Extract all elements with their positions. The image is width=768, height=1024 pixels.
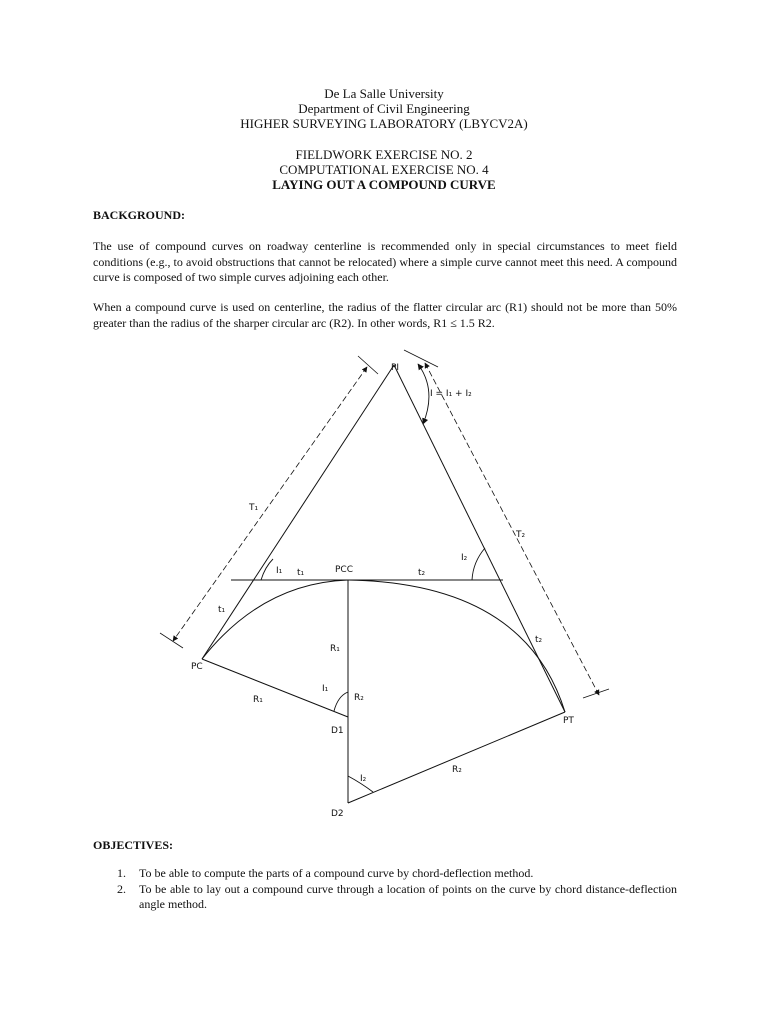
- t1-label: T₁: [249, 503, 259, 513]
- t1-top-label: t₁: [297, 568, 305, 578]
- t1-extension-top: [358, 356, 378, 374]
- list-item: [117, 866, 677, 882]
- back-tangent-line: [202, 365, 394, 659]
- i2-top-angle-arc: [472, 548, 485, 580]
- background-heading: BACKGROUND:: [93, 208, 185, 222]
- i1-top-label: I₁: [276, 566, 283, 576]
- computational-exercise-title: COMPUTATIONAL EXERCISE NO. 4: [279, 162, 489, 177]
- r2-lower-label: R₂: [354, 693, 364, 703]
- objectives-list: [117, 866, 677, 913]
- t2-right-label: t₂: [535, 635, 543, 645]
- list-item-text: To be able to lay out a compound curve through a location of points on the curve by chord distance-deflection angle method.: [139, 881, 677, 911]
- university-name: De La Salle University: [324, 86, 444, 101]
- list-item-number: 2.: [117, 881, 126, 896]
- t2-extension-top: [404, 350, 438, 367]
- t1-extension-bottom: [160, 633, 183, 648]
- pt-label: PT: [563, 716, 574, 726]
- pcc-label: PCC: [335, 565, 353, 575]
- department-name: Department of Civil Engineering: [298, 101, 470, 116]
- r1-vertical-label: R₁: [330, 644, 340, 654]
- t1-left-label: t₁: [218, 605, 226, 615]
- i1-lower-angle-arc: [334, 692, 348, 711]
- curve-arc-1: [202, 580, 348, 659]
- pi-label: PI: [391, 363, 400, 373]
- course-title: HIGHER SURVEYING LABORATORY (LBYCV2A): [240, 116, 528, 131]
- list-item-text: To be able to compute the parts of a compound curve by chord-deflection method.: [139, 866, 534, 880]
- background-paragraph-2: When a compound curve is used on centerline, the radius of the flatter circular arc (R1) should not be more than 50% greater than the radius of the sharper circular arc (R2). In other words, R1 ≤ 1.5 R2.: [93, 300, 677, 330]
- list-item: [117, 882, 677, 913]
- r2-right-label: R₂: [452, 765, 462, 775]
- objectives-heading: OBJECTIVES:: [93, 838, 174, 852]
- i2-top-label: I₂: [461, 553, 468, 563]
- total-angle-label: I = I₁ + I₂: [430, 389, 472, 399]
- t2-extension-bottom: [583, 689, 609, 698]
- t2-top-label: t₂: [418, 568, 426, 578]
- pc-label: PC: [191, 662, 203, 672]
- background-paragraph-1: The use of compound curves on roadway centerline is recommended only in special circumstances to meet field conditions (e.g., to avoid obstructions that cannot be relocated) where a simple curve cannot meet this need. A compound curve is composed of two simple curves adjoining each other.: [93, 239, 677, 284]
- d2-label: D2: [331, 809, 344, 819]
- list-item-number: 1.: [117, 866, 126, 880]
- i1-top-angle-arc: [261, 559, 273, 580]
- i-total-angle-arc: [418, 364, 429, 424]
- r2-radius-line: [348, 712, 565, 803]
- t2-label: T₂: [516, 530, 526, 540]
- i1-lower-label: I₁: [322, 684, 329, 694]
- fieldwork-exercise-title: FIELDWORK EXERCISE NO. 2: [295, 147, 473, 162]
- d1-label: D1: [331, 726, 344, 736]
- exercise-topic-title: LAYING OUT A COMPOUND CURVE: [272, 177, 496, 192]
- i2-lower-label: I₂: [360, 774, 367, 784]
- r1-lower-label: R₁: [253, 695, 263, 705]
- t2-dimension-line: [425, 363, 599, 695]
